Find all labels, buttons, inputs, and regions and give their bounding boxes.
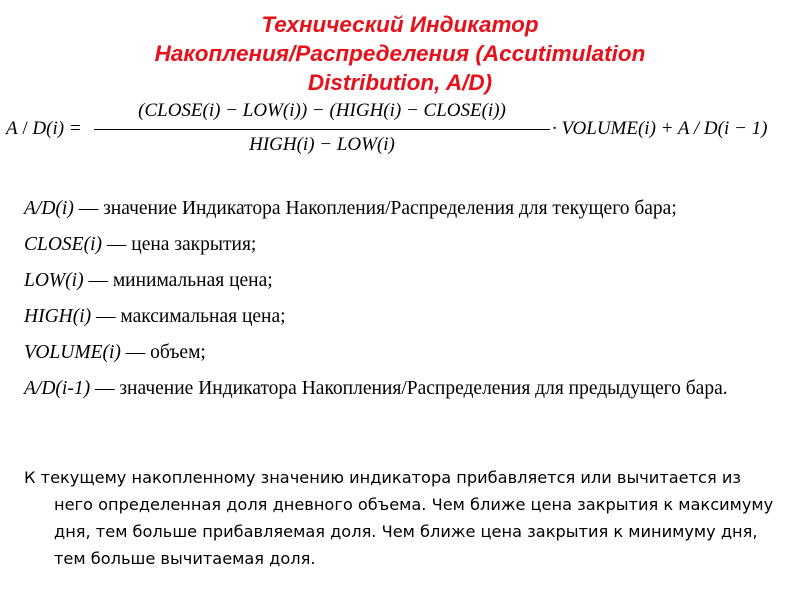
ad-formula xyxy=(6,100,798,162)
formula-denominator: HIGH(i) − LOW(i) xyxy=(249,134,395,155)
definition-item: VOLUME(i) — объем; xyxy=(24,342,206,363)
explanation-paragraph: К текущему накопленному значению индикатора прибавляется или вычитается из него определенная доля дневного объема. Чем ближе цена закрытия к максимуму дня, тем больше прибавляемая доля. Чем ближе цена закрытия к минимуму дня, тем больше вычитаемая доля. xyxy=(24,468,774,568)
definition-item: CLOSE(i) — цена закрытия; xyxy=(24,234,257,255)
definition-item: LOW(i) — минимальная цена; xyxy=(24,270,273,291)
definition-item: HIGH(i) — максимальная цена; xyxy=(24,306,286,327)
title-line-3: Distribution, A/D) xyxy=(307,70,493,95)
title-line-1: Технический Индикатор xyxy=(261,12,539,37)
fraction-bar xyxy=(94,129,550,130)
formula-lhs: A / D(i) = xyxy=(6,118,82,139)
slide-title xyxy=(0,10,800,97)
formula-rhs: · VOLUME(i) + A / D(i − 1) xyxy=(552,118,768,139)
formula-fraction xyxy=(94,100,550,162)
definition-item: A/D(i-1) — значение Индикатора Накопления/Распределения для предыдущего бара. xyxy=(24,378,728,399)
definitions-list xyxy=(24,196,764,412)
formula-numerator: (CLOSE(i) − LOW(i)) − (HIGH(i) − CLOSE(i)) xyxy=(138,100,506,121)
definition-item: A/D(i) — значение Индикатора Накопления/Распределения для текущего бара; xyxy=(24,198,677,219)
title-line-2: Накопления/Распределения (Accutimulation xyxy=(154,41,646,66)
